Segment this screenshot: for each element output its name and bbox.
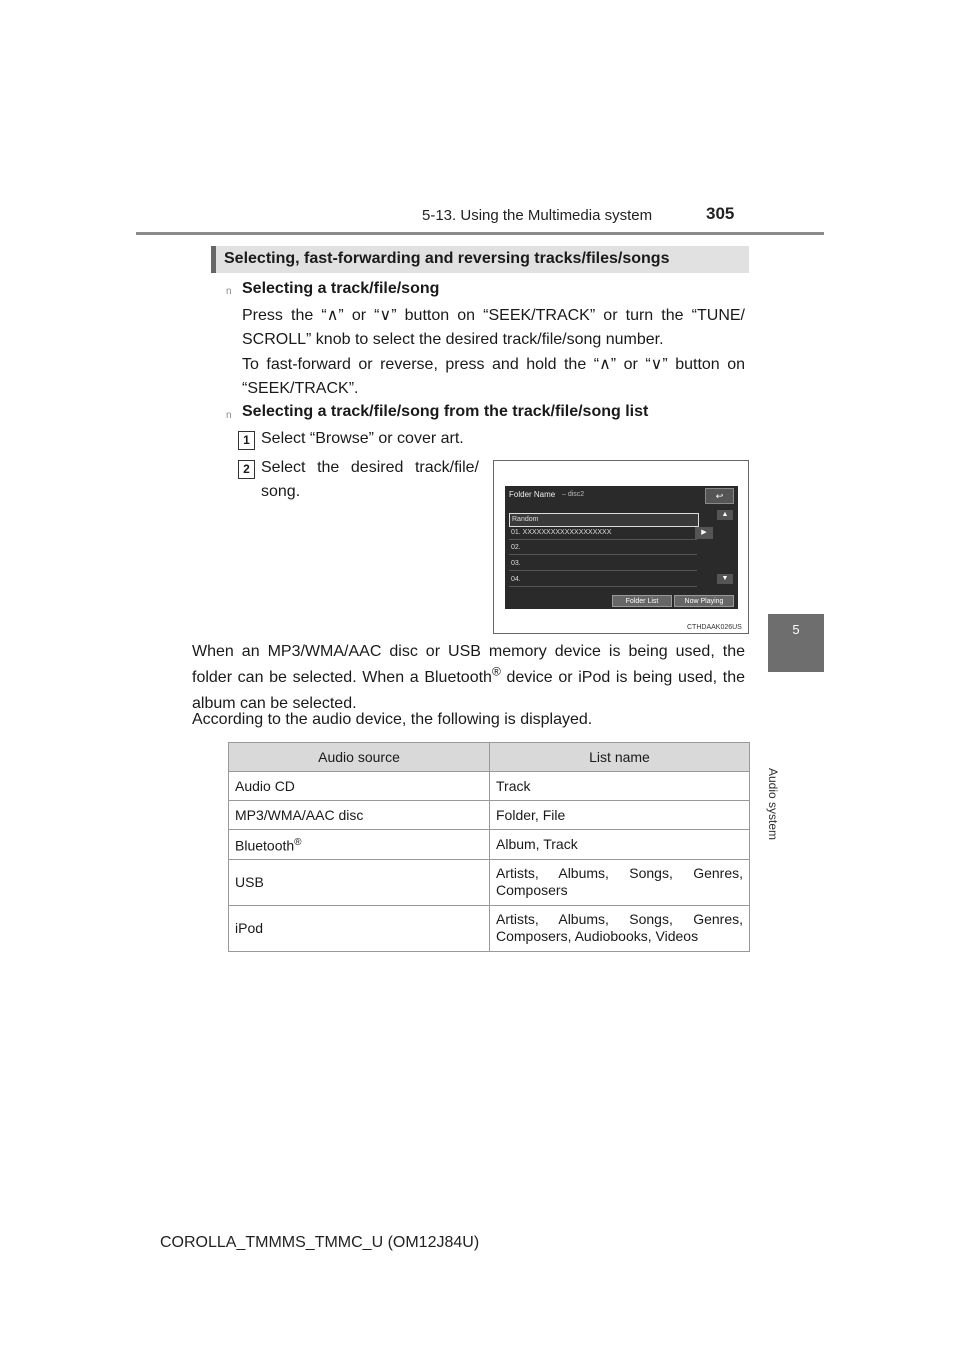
- table-header: Audio source: [229, 743, 490, 772]
- table-cell: Audio CD: [229, 772, 490, 801]
- screen-row: 03.: [509, 558, 697, 571]
- step-text: Select the desired track/file/ song.: [261, 459, 479, 500]
- header-rule: [136, 232, 824, 235]
- step-number-box: 2: [238, 460, 255, 479]
- table-cell: USB: [229, 859, 490, 905]
- page-number: 305: [706, 204, 735, 223]
- screen-row-random: Random: [509, 513, 699, 527]
- paragraph: Press the “∧” or “∨” button on “SEEK/TRACK” or turn the “TUNE/ SCROLL” knob to select the desired track/file/song number.: [242, 307, 745, 348]
- table-row: [229, 830, 750, 860]
- table-cell: Track: [490, 772, 750, 801]
- screen-disc-label: – disc2: [562, 491, 585, 498]
- multimedia-screen: [505, 486, 738, 609]
- bullet-title: Selecting a track/file/song: [242, 280, 440, 297]
- table-row: [229, 772, 750, 801]
- scroll-down-icon: ▼: [717, 574, 733, 584]
- running-header-section: 5-13. Using the Multimedia system: [422, 207, 653, 224]
- step-number-box: 1: [238, 431, 255, 450]
- table-row: [229, 905, 750, 951]
- paragraph: According to the audio device, the following is displayed.: [192, 711, 593, 728]
- section-banner-accent: [211, 246, 216, 273]
- chapter-number: 5: [792, 622, 800, 637]
- back-icon: ↩: [705, 488, 734, 504]
- screen-now-playing-button: Now Playing: [674, 595, 734, 607]
- screen-row: 02.: [509, 542, 697, 555]
- table-row: [229, 859, 750, 905]
- table-cell: Artists, Albums, Songs, Genres, Composers, Audiobooks, Videos: [490, 905, 750, 951]
- table-row: [229, 801, 750, 830]
- table-cell: iPod: [229, 905, 490, 951]
- screen-folder-name: Folder Name: [509, 490, 556, 499]
- table-header: List name: [490, 743, 750, 772]
- section-title: Selecting, fast-forwarding and reversing tracks/files/songs: [224, 250, 670, 267]
- audio-source-table: [228, 742, 750, 952]
- play-icon: ▶: [695, 527, 713, 539]
- table-cell: Album, Track: [490, 830, 750, 860]
- bullet-title: Selecting a track/file/song from the track/file/song list: [242, 403, 649, 420]
- table-header-row: [229, 743, 750, 772]
- figure-code: CTHDAAK026US: [687, 624, 742, 631]
- document-footer: COROLLA_TMMMS_TMMC_U (OM12J84U): [160, 1234, 480, 1251]
- step-text: Select “Browse” or cover art.: [261, 430, 464, 447]
- chapter-label: Audio system: [766, 768, 780, 841]
- table-cell: Folder, File: [490, 801, 750, 830]
- table-cell: MP3/WMA/AAC disc: [229, 801, 490, 830]
- screen-row: 01. XXXXXXXXXXXXXXXXXXX: [509, 527, 697, 540]
- bullet-marker: n: [226, 410, 232, 421]
- bullet-marker: n: [226, 286, 232, 297]
- paragraph: To fast-forward or reverse, press and hold the “∧” or “∨” button on “SEEK/TRACK”.: [242, 356, 745, 397]
- scroll-up-icon: ▲: [717, 510, 733, 520]
- paragraph: When an MP3/WMA/AAC disc or USB memory device is being used, the folder can be selected. When a Bluetooth® device or iPod is being used, the album can be selected.: [192, 643, 745, 712]
- screen-row: 04.: [509, 574, 697, 587]
- table-cell: Bluetooth®: [229, 830, 490, 860]
- screen-folder-list-button: Folder List: [612, 595, 672, 607]
- table-cell: Artists, Albums, Songs, Genres, Composers: [490, 859, 750, 905]
